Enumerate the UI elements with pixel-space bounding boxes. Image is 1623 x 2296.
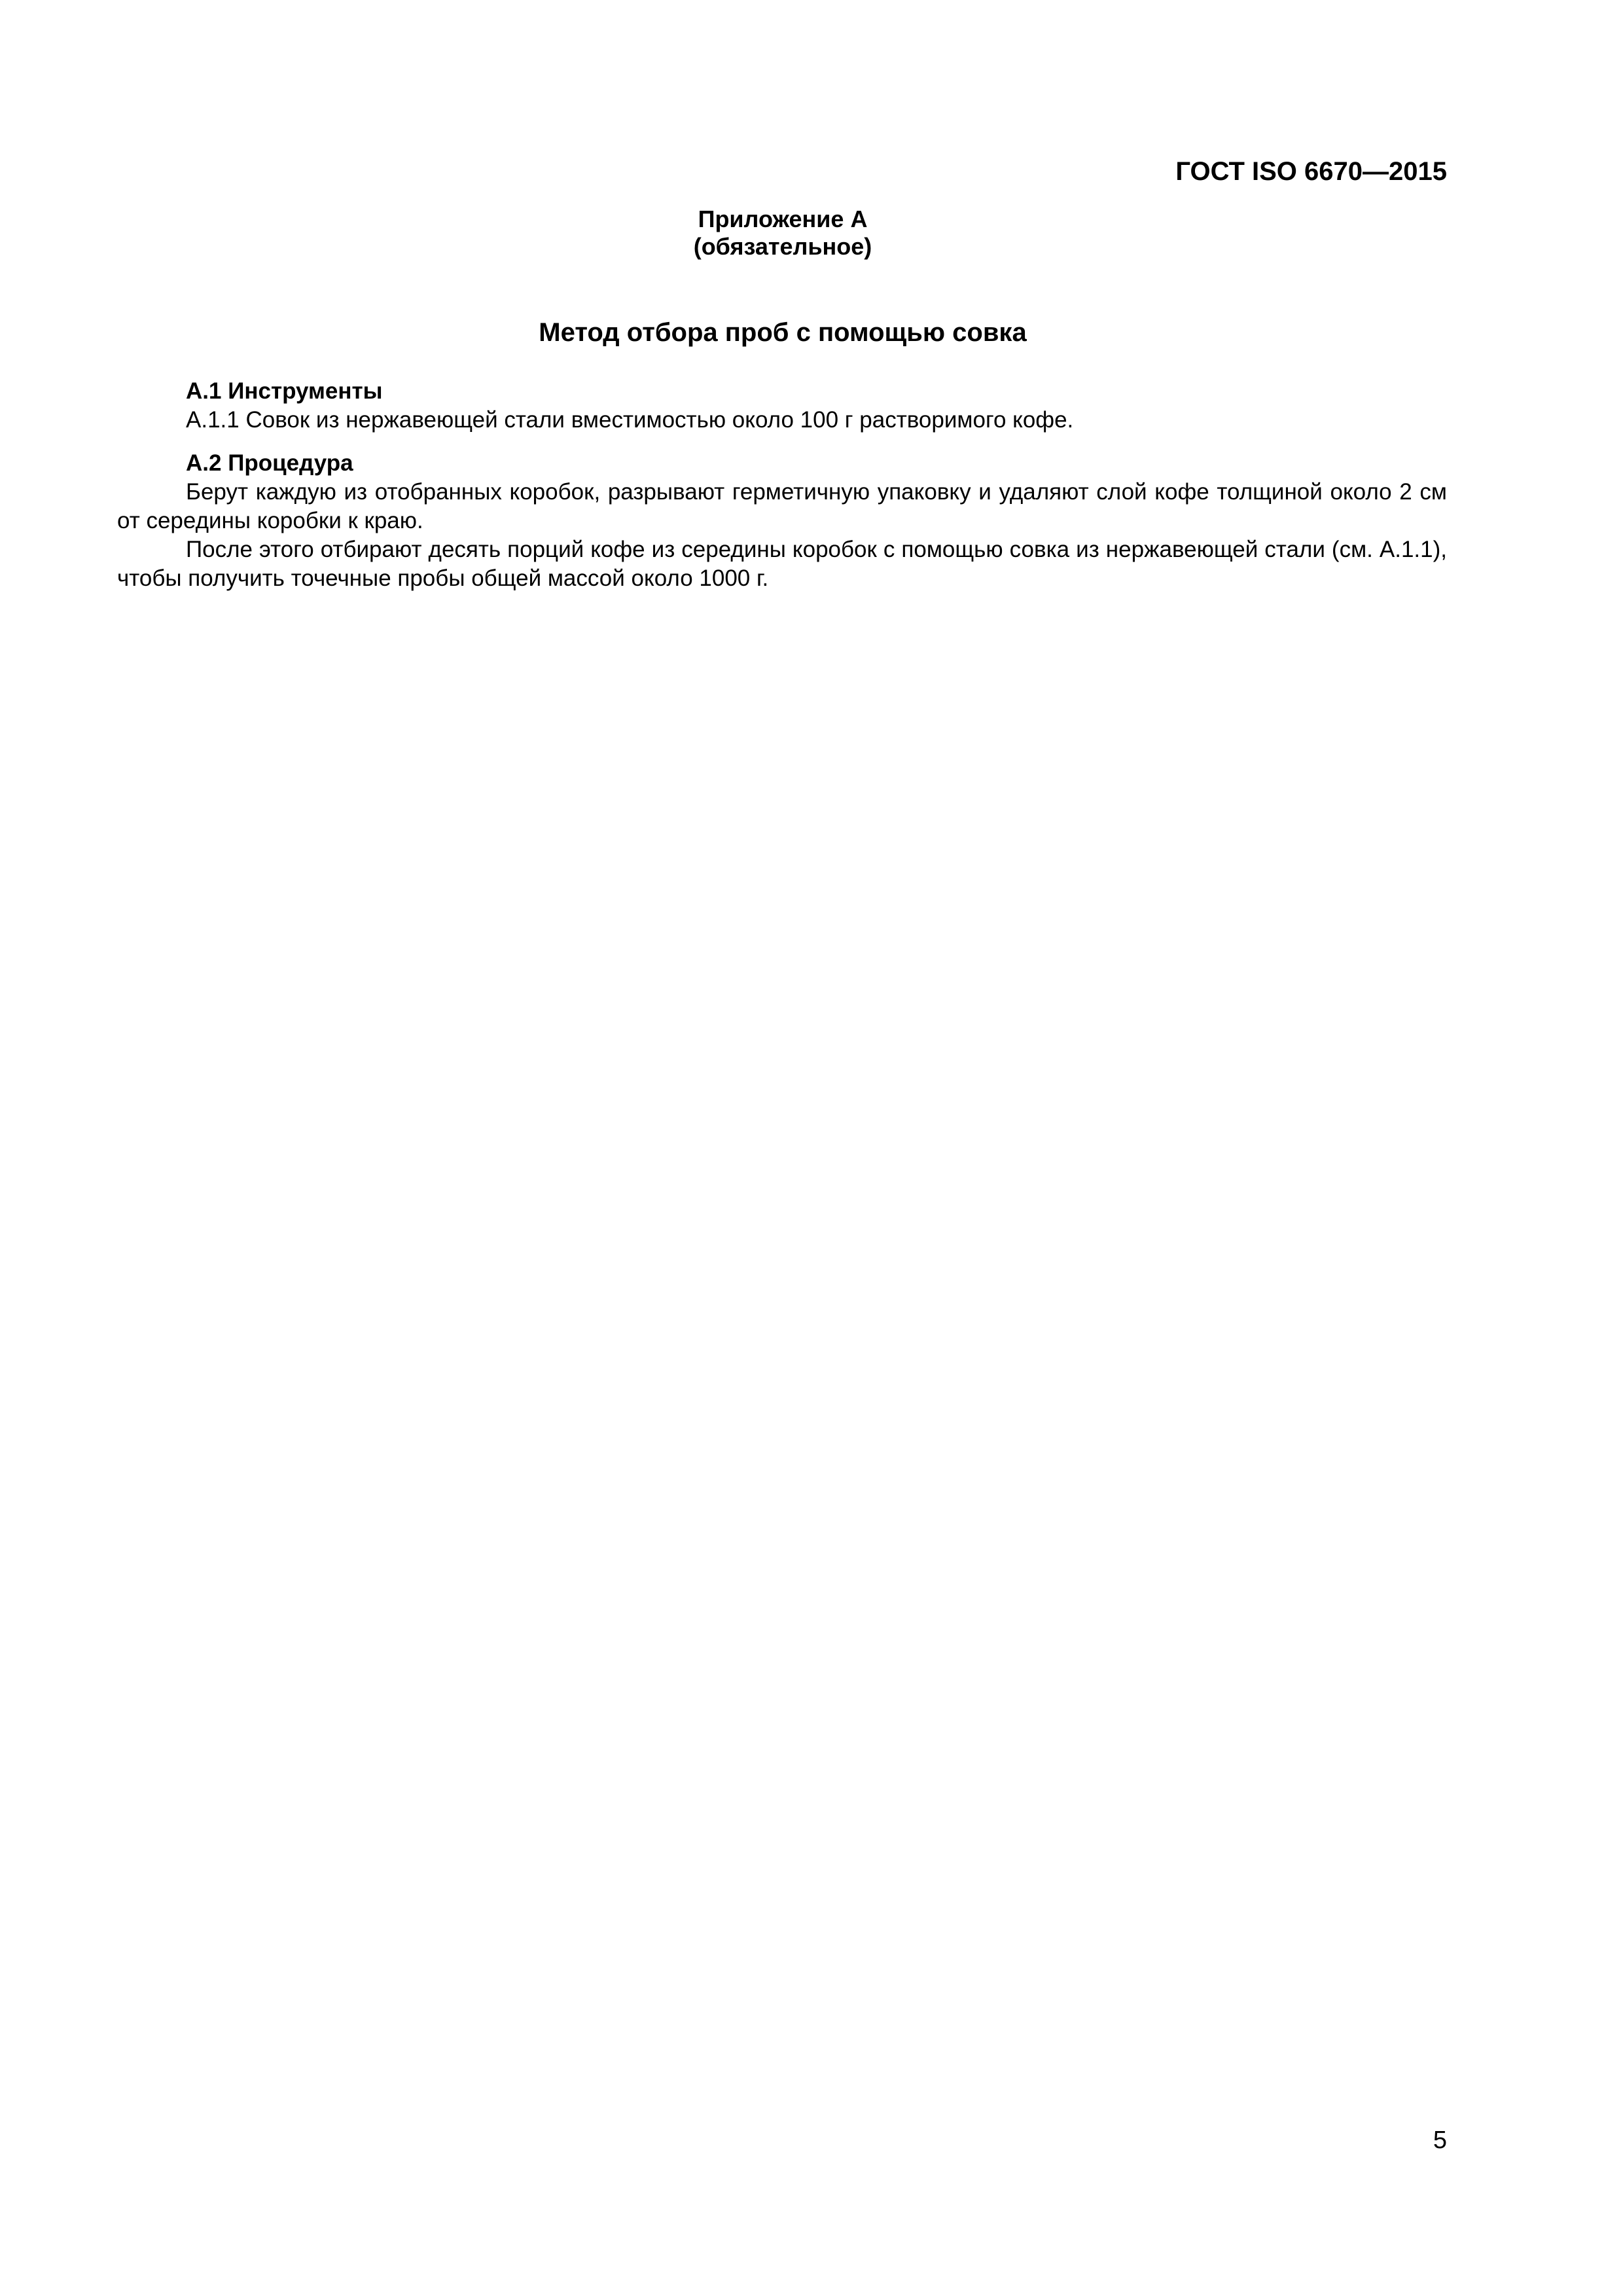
paragraph-a1-1: А.1.1 Совок из нержавеющей стали вместимостью около 100 г растворимого кофе. (186, 407, 1074, 433)
document-code: ГОСТ ISO 6670—2015 (1175, 157, 1447, 186)
spacer (117, 435, 1447, 449)
document-body (117, 377, 1447, 593)
subsection-heading-a1: А.1 Инструменты (186, 378, 383, 404)
appendix-heading (0, 206, 1565, 260)
section-title: Метод отбора проб с помощью совка (539, 318, 1027, 347)
subsection-heading-a2: А.2 Процедура (186, 450, 353, 476)
paragraph-a2-2: После этого отбирают десять порций кофе из середины коробок с помощью совка из нержавеющей стали (см. А.1.1), чтобы получить точечные пробы общей массой около 1000 г. (117, 537, 1447, 591)
paragraph-a2-1: Берут каждую из отобранных коробок, разрывают герметичную упаковку и удаляют слой кофе толщиной около 2 см от середины коробки к краю. (117, 479, 1447, 533)
appendix-title: Приложение А (698, 206, 868, 232)
page-number: 5 (1433, 2126, 1447, 2154)
appendix-status: (обязательное) (693, 233, 872, 260)
